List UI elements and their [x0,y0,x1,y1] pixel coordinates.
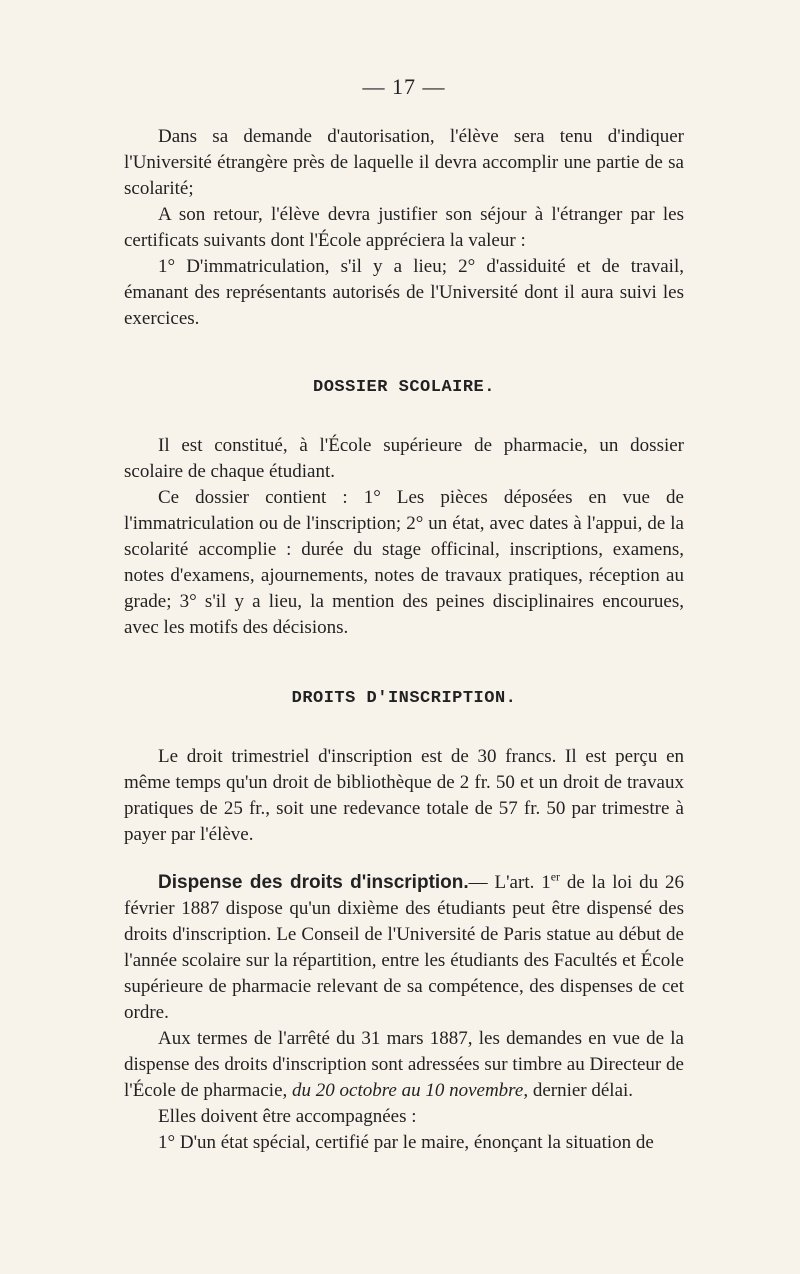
arrete-date-range: du 20 octobre au 10 novembre [292,1080,524,1101]
paragraph-etat-special: 1° D'un état spécial, certifié par le maire, énonçant la situation de [158,1132,654,1153]
dispense-text-start: — L'art. 1 [468,872,551,893]
arrete-text-end: , dernier délai. [523,1080,634,1101]
paragraph-retour: A son retour, l'élève devra justifier son séjour à l'étranger par les certificats suivants dont l'École appréciera la valeur : [124,204,684,251]
dispense-text-rest: de la loi du 26 février 1887 dispose qu'un dixième des étudiants peut être dispensé des droits d'inscription. Le Conseil de l'Université de Paris statue au début de l'année scolaire sur la répartition, entre les étudiants des Facultés et École supérieure de pharmacie relevant de sa compétence, des dispenses de cet ordre. [124,872,684,1023]
paragraph-accompagnees: Elles doivent être accompagnées : [158,1106,417,1127]
section-heading-dossier-scolaire: DOSSIER SCOLAIRE. [313,378,495,397]
paragraph-dossier-contenu: Ce dossier contient : 1° Les pièces déposées en vue de l'immatriculation ou de l'inscription; 2° un état, avec dates à l'appui, de la scolarité accomplie : durée du stage officinal, inscriptions, examens, notes d'examens, ajournements, notes de travaux pratiques, réception au grade; 3° s'il y a lieu, la mention des peines disciplinaires encourues, avec les motifs des décisions. [124,487,684,638]
paragraph-droit-trimestriel: Le droit trimestriel d'inscription est de 30 francs. Il est perçu en même temps qu'un droit de bibliothèque de 2 fr. 50 et un droit de travaux pratiques de 25 fr., soit une redevance totale de 57 fr. 50 par trimestre à payer par l'élève. [124,746,684,845]
article-ordinal-superscript: er [550,869,561,884]
paragraph-dispense-arrete [124,1026,684,1104]
paragraph-dossier-constitution: Il est constitué, à l'École supérieure de pharmacie, un dossier scolaire de chaque étudiant. [124,435,684,482]
dispense-lead-heading: Dispense des droits d'inscription. [158,872,469,893]
section-heading-droits-inscription: DROITS D'INSCRIPTION. [291,689,517,708]
paragraph-certificats: 1° D'immatriculation, s'il y a lieu; 2° d'assiduité et de travail, émanant des représentants autorisés de l'Université dont il aura suivi les exercices. [124,256,684,329]
page-content [124,74,684,1156]
paragraph-autorisation: Dans sa demande d'autorisation, l'élève sera tenu d'indiquer l'Université étrangère près de laquelle il devra accomplir une partie de sa scolarité; [124,126,684,199]
arrete-text-start: Aux termes de l'arrêté du 31 mars 1887, les demandes en vue de la dispense des droits d'inscription sont adressées sur timbre au Directeur de l'École de pharmacie, [124,1028,684,1101]
paragraph-dispense-loi [124,870,684,1026]
page-number: — 17 — [362,74,446,99]
